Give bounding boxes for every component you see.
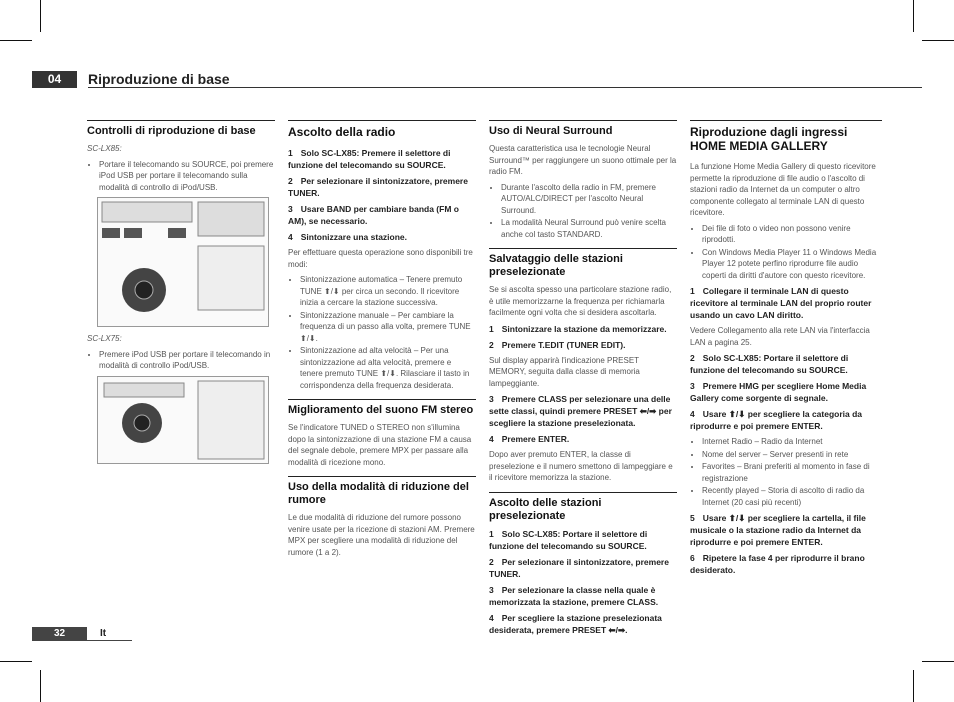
chapter-rule (88, 87, 922, 88)
step-text: Solo SC-LX85: Premere il selettore di funzione del telecomando su SOURCE. (288, 148, 451, 170)
section-heading: Ascolto della radio (288, 120, 476, 139)
body-text: Sul display apparirà l'indicazione PRESET MEMORY, seguita dalla classe di memoria lampeggiante. (489, 355, 640, 388)
step-text: Per selezionare il sintonizzatore, premere TUNER. (489, 556, 669, 579)
crop-mark (922, 40, 954, 41)
page-number: 32 (32, 627, 87, 641)
step-text: Ripetere la fase 4 per riprodurre il brano desiderato. (690, 553, 865, 575)
bullet: • Nome del server – Server presenti in rete (702, 449, 882, 461)
subsection-heading: Salvataggio delle stazioni preselezionate (489, 248, 677, 279)
step-text: Premere T.EDIT (TUNER EDIT). (501, 339, 626, 350)
crop-mark (913, 670, 914, 702)
crop-mark (913, 0, 914, 32)
footer-rule (32, 640, 132, 641)
bullet: • Favorites – Brani preferiti al momento in fase di registrazione (702, 461, 882, 484)
remote-diagram-lx85 (97, 197, 269, 327)
bullet: • Premere iPod USB per portare il telecomando in modalità di controllo iPod/USB. (99, 349, 275, 372)
step-text: Per selezionare la classe nella quale è memorizzata la stazione, premere CLASS. (489, 584, 659, 607)
crop-mark (40, 0, 41, 32)
step-text: Per scegliere la stazione preselezionata desiderata, premere PRESET ⬅/➡. (489, 612, 662, 635)
subsection-heading: Miglioramento del suono FM stereo (288, 399, 476, 417)
step-text: Usare ⬆/⬇ per scegliere la categoria da riprodurre e poi premere ENTER. (690, 409, 863, 431)
step-text: Usare BAND per cambiare banda (FM o AM), se necessario. (288, 204, 459, 226)
step-text: Sintonizzare una stazione. (300, 232, 408, 242)
body-text: Vedere Collegamento alla rete LAN via l'interfaccia LAN a pagina 25. (690, 326, 870, 347)
subsection-heading: Ascolto delle stazioni preselezionate (489, 492, 677, 523)
bullet: • La modalità Neural Surround può venire scelta anche col tasto STANDARD. (501, 217, 677, 240)
bullet: • Sintonizzazione automatica – Tenere premuto TUNE ⬆/⬇ per circa un secondo. Il ricevitore inizia a cercare la stazione successiva. (300, 274, 476, 309)
remote-diagram-lx75 (97, 376, 269, 464)
step-text: Premere CLASS per selezionare una delle sette classi, quindi premere PRESET ⬅/➡ per scegliere la stazione preselezionata. (489, 394, 672, 428)
step-text: Solo SC-LX85: Portare il selettore di funzione del telecomando su SOURCE. (690, 353, 849, 375)
section-heading: Controlli di riproduzione di base (87, 120, 275, 138)
subsection-heading: Uso della modalità di riduzione del rumore (288, 476, 476, 507)
chapter-title: Riproduzione di base (88, 71, 230, 87)
bullet: • Sintonizzazione ad alta velocità – Per una sintonizzazione ad alta velocità, premere e tenere premuto TUNE ⬆/⬇. Rilasciare il tasto in corrispondenza della frequenza desiderata. (300, 345, 476, 391)
body-text: Se l'indicatore TUNED o STEREO non s'illumina dopo la sintonizzazione di una stazione FM a causa del segnale debole, premere MPX per passare alla modalità di ricezione mono. (288, 423, 472, 467)
body-text: Se si ascolta spesso una particolare stazione radio, è utile memorizzarne la frequenza per richiamarla facilmente ogni volta che si desidera ascoltarla. (489, 285, 672, 317)
crop-mark (922, 661, 954, 662)
step-text: Usare ⬆/⬇ per scegliere la cartella, il file musicale o la stazione radio da Internet da riprodurre e poi premere ENTER. (690, 513, 866, 547)
step-text: Premere ENTER. (501, 434, 570, 444)
step-text: Collegare il terminale LAN di questo ricevitore al terminale LAN del proprio router usando un cavo LAN diritto. (690, 286, 872, 320)
chapter-number: 04 (32, 71, 77, 88)
bullet: • Portare il telecomando su SOURCE, poi premere iPod USB per portare il telecomando sulla modalità di controllo di iPod/USB. (99, 159, 275, 194)
section-heading: Uso di Neural Surround (489, 120, 677, 138)
bullet: • Internet Radio – Radio da Internet (702, 436, 882, 448)
step-text: Sintonizzare la stazione da memorizzare. (501, 323, 667, 334)
body-text: La funzione Home Media Gallery di questo ricevitore permette la riproduzione di file audio o l'ascolto di stazioni radio da Internet da un computer o altro componente collegato al terminale LAN di questo ricevitore. (690, 162, 876, 217)
chapter-header (32, 71, 922, 88)
model-label: SC-LX85: (87, 144, 122, 153)
language-label: It (100, 628, 107, 639)
column-controls (87, 120, 275, 470)
column-home-media: Riproduzione dagli ingressi HOME MEDIA GALLERY La funzione Home Media Gallery di questo ricevitore permette la riproduzione di file audio o l'ascolto di stazioni radio da Internet da un computer o altro componente collegato al terminale LAN di questo ricevitore. • Dei file di foto o video non possono venire riprodotti. • Con Windows Media Player 11 o Windows Media Player 12 potete perfino riprodurre file audio coperti da diritti d'autore con questo ricevitore. 1 Collegare il terminale LAN di questo ricevitore al terminale LAN del proprio router usando un cavo LAN diritto. Vedere Collegamento alla rete LAN via l'interfaccia LAN a pagina 25. 2 Solo SC-LX85: Portare il selettore di funzione del telecomando su SOURCE. 3 Premere HMG per scegliere Home Media Gallery come sorgente di segnale. 4 Usare ⬆/⬇ per scegliere la categoria da riprodurre e poi premere ENTER. • Internet Radio – Radio da Internet • Nome del server – Server presenti in rete • Favorites – Brani preferiti al momento in fase di registrazione • Recently played – Storia di ascolto di radio da Internet (20 casi più recenti) 5 Usare ⬆/⬇ per scegliere la cartella, il file musicale o la stazione radio da Internet da riprodurre e poi premere ENTER. 6 Ripetere la fase 4 per riprodurre il brano desiderato. (690, 120, 882, 580)
section-heading: Riproduzione dagli ingressi HOME MEDIA GALLERY (690, 120, 882, 153)
body-text: Questa caratteristica usa le tecnologie Neural Surround™ per raggiungere un suono ottimale per la radio FM. (489, 144, 677, 176)
crop-mark (40, 670, 41, 702)
crop-mark (0, 661, 32, 662)
body-text: Dopo aver premuto ENTER, la classe di preselezione e il numero smettono di lampeggiare e il ricevitore memorizza la stazione. (489, 450, 673, 482)
crop-mark (0, 40, 32, 41)
bullet: • Dei file di foto o video non possono venire riprodotti. (702, 223, 882, 246)
bullet: • Recently played – Storia di ascolto di radio da Internet (20 casi più recenti) (702, 485, 882, 508)
step-text: Solo SC-LX85: Portare il selettore di funzione del telecomando su SOURCE. (489, 528, 648, 551)
bullet: • Con Windows Media Player 11 o Windows Media Player 12 potete perfino riprodurre file audio coperti da diritti d'autore con questo ricevitore. (702, 247, 882, 282)
model-label: SC-LX75: (87, 334, 122, 343)
body-text: Le due modalità di riduzione del rumore possono venire usate per la ricezione di stazioni AM. Premere MPX per scegliere una modalità di riduzione del rumore (1 a 2). (288, 513, 475, 557)
body-text: Per effettuare questa operazione sono disponibili tre modi: (288, 248, 473, 269)
bullet: • Sintonizzazione manuale – Per cambiare la frequenza di un passo alla volta, premere TUNE ⬆/⬇. (300, 310, 476, 345)
column-neural: Uso di Neural Surround Questa caratteristica usa le tecnologie Neural Surround™ per raggiungere un suono ottimale per la radio FM. • Durante l'ascolto della radio in FM, premere AUTO/ALC/DIRECT per l'ascolto Neural Surround. • La modalità Neural Surround può venire scelta anche col tasto STANDARD. Salvataggio delle stazioni preselezionate Se si ascolta spesso una particolare stazione radio, è utile memorizzarne la frequenza per richiamarla facilmente ogni volta che si desidera ascoltarla. 1 Sintonizzare la stazione da memorizzare. 2 Premere T.EDIT (TUNER EDIT). Sul display apparirà l'indicazione PRESET MEMORY, seguita dalla classe di memoria lampeggiante. 3 Premere CLASS per selezionare una delle sette classi, quindi premere PRESET ⬅/➡ per scegliere la stazione preselezionata. 4 Premere ENTER. Dopo aver premuto ENTER, la classe di preselezione e il numero smettono di lampeggiare e il ricevitore memorizza la stazione. Ascolto delle stazioni preselezionate 1 Solo SC-LX85: Portare il selettore di funzione del telecomando su SOURCE. 2 Per selezionare il sintonizzatore, premere TUNER. 3 Per selezionare la classe nella quale è memorizzata la stazione, premere CLASS. 4 Per scegliere la stazione preselezionata desiderata, premere PRESET ⬅/➡. (489, 120, 677, 640)
bullet: • Durante l'ascolto della radio in FM, premere AUTO/ALC/DIRECT per l'ascolto Neural Surround. (501, 182, 677, 217)
column-radio: Ascolto della radio 1 Solo SC-LX85: Premere il selettore di funzione del telecomando su SOURCE. 2 Per selezionare il sintonizzatore, premere TUNER. 3 Usare BAND per cambiare banda (FM o AM), se necessario. 4 Sintonizzare una stazione. Per effettuare questa operazione sono disponibili tre modi: • Sintonizzazione automatica – Tenere premuto TUNE ⬆/⬇ per circa un secondo. Il ricevitore inizia a cercare la stazione successiva. • Sintonizzazione manuale – Per cambiare la frequenza di un passo alla volta, premere TUNE ⬆/⬇. • Sintonizzazione ad alta velocità – Per una sintonizzazione ad alta velocità, premere e tenere premuto TUNE ⬆/⬇. Rilasciare il tasto in corrispondenza della frequenza desiderata. Miglioramento del suono FM stereo Se l'indicatore TUNED o STEREO non s'illumina dopo la sintonizzazione di una stazione FM a causa del segnale debole, premere MPX per passare alla modalità di ricezione mono. Uso della modalità di riduzione del rumore Le due modalità di riduzione del rumore possono venire usate per la ricezione di stazioni AM. Premere MPX per scegliere una modalità di riduzione del rumore (1 a 2). (288, 120, 476, 562)
step-text: Premere HMG per scegliere Home Media Gallery come sorgente di segnale. (690, 381, 867, 403)
step-text: Per selezionare il sintonizzatore, premere TUNER. (288, 176, 468, 198)
